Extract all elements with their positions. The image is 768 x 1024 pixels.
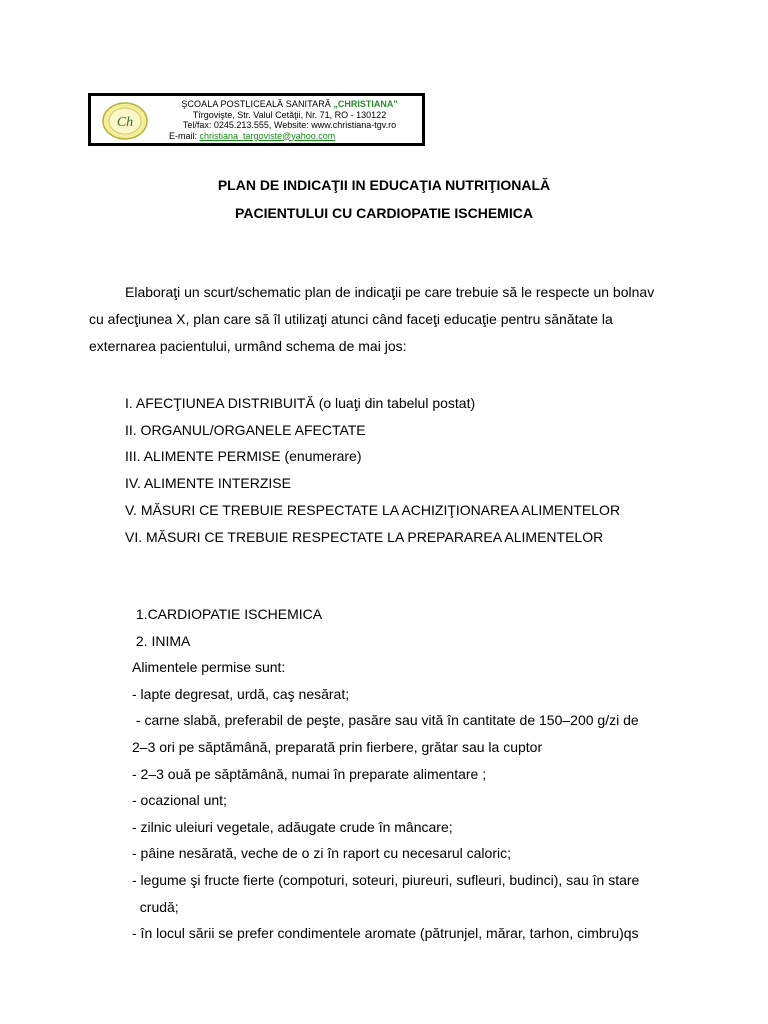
outline-list [125,390,620,550]
content-line: - legume şi fructe fierte (compoturi, soteuri, piureuri, sufleuri, budinci), sau în stare [132,871,640,888]
outline-item: IV. ALIMENTE INTERZISE [125,475,291,492]
content-line: 1.CARDIOPATIE ISCHEMICA [132,606,323,622]
content-line: - lapte degresat, urdă, caş nesărat; [132,685,350,702]
content-list [132,601,712,947]
outline-item: I. AFECŢIUNEA DISTRIBUITĂ (o luaţi din tabelul postat) [125,395,476,411]
content-line: - ocazional unt; [132,792,227,809]
school-address: Tîrgovişte, Str. Valul Cetăţii, Nr. 71, RO - 130122 [192,109,387,120]
email-label: E-mail: [169,130,198,141]
content-line: - 2–3 ouă pe săptămână, numai în preparate alimentare ; [132,765,487,782]
outline-item: V. MĂSURI CE TREBUIE RESPECTATE LA ACHIZIŢIONAREA ALIMENTELOR [125,501,621,518]
content-line: - zilnic uleiuri vegetale, adăugate crude în mâncare; [132,818,453,835]
intro-line: cu afecţiunea X, plan care să îl utilizaţi atunci când faceţi educaţie pentru sănătate la [89,311,613,327]
content-line: Alimentele permise sunt: [132,659,286,676]
school-email-line [157,131,422,142]
document-title-line1: PLAN DE INDICAŢII IN EDUCAŢIA NUTRIŢIONALĂ [217,177,551,193]
content-line: - carne slabă, preferabil de peşte, pasăre sau vită în cantitate de 150–200 g/zi de [132,712,639,729]
document-title-line2: PACIENTULUI CU CARDIOPATIE ISCHEMICA [235,205,533,221]
content-line: crudă; [132,898,179,915]
school-letterhead [88,93,425,146]
outline-item: III. ALIMENTE PERMISE (enumerare) [125,448,362,465]
school-contact: Tel/fax: 0245.213.555, Website: www.christiana-tgv.ro [182,120,397,130]
intro-paragraph [89,279,709,360]
content-line: 2–3 ori pe săptămână, preparată prin fierbere, grătar sau la cuptor [132,738,543,755]
outline-item: II. ORGANUL/ORGANELE AFECTATE [125,421,366,438]
school-logo-icon [99,101,151,141]
intro-line: externarea pacientului, urmând schema de mai jos: [89,338,407,354]
letterhead-text [157,99,422,141]
intro-line: Elaboraţi un scurt/schematic plan de indicaţii pe care trebuie să le respecte un bolnav [125,284,655,300]
school-type: ŞCOALA POSTLICEALĂ SANITARĂ [181,99,331,109]
outline-item: VI. MĂSURI CE TREBUIE RESPECTATE LA PREPARAREA ALIMENTELOR [125,528,604,545]
content-line: - în locul sării se prefer condimentele aromate (pătrunjel, mărar, tarhon, cimbru)qs [132,925,639,942]
content-line: 2. INIMA [132,632,191,649]
school-name: „CHRISTIANA" [333,99,398,109]
svg-text:Ch: Ch [116,115,134,130]
content-line: - pâine nesărată, veche de o zi în raport cu necesarul caloric; [132,845,511,862]
email-link[interactable]: christiana_targoviste@yahoo.com [199,130,336,141]
